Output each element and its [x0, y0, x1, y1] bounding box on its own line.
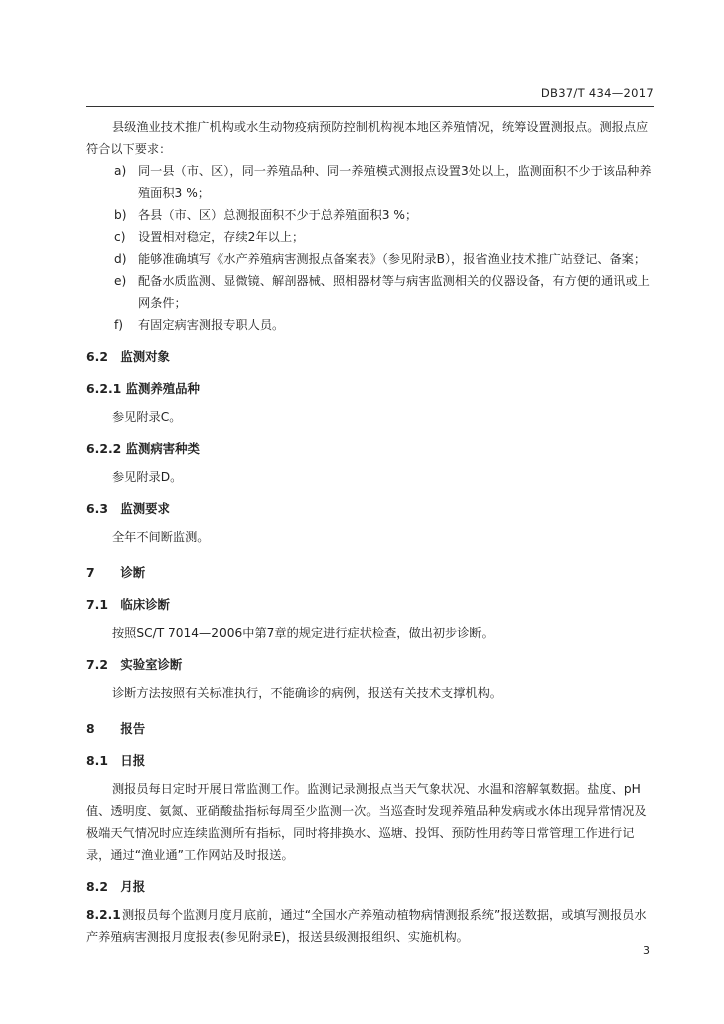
section-body: 测报员每日定时开展日常监测工作。监测记录测报点当天气象状况、水温和溶解氧数据。盐度、pH值、透明度、氨氮、亚硝酸盐指标每周至少监测一次。当巡查时发现养殖品种发病或水体出现异常情况及极端天气情况时应连续监测所有指标，同时将排换水、巡塘、投饵、预防性用药等日常管理工作进行记录，通过“渔业通”工作网站及时报送。	[86, 782, 647, 862]
section-body: 参见附录D。	[112, 470, 183, 484]
list-text: 有固定病害测报专职人员。	[138, 318, 285, 332]
clause-number: 8.2.1	[86, 908, 121, 922]
list-marker: b)	[114, 208, 127, 222]
requirements-list	[86, 160, 654, 336]
list-item	[86, 314, 654, 336]
section-heading: 7.2 实验室诊断	[86, 657, 183, 672]
clause-text: 测报员每个监测月度月底前，通过“全国水产养殖动植物病情测报系统”报送数据，或填写测报员水产养殖病害测报月度报表(参见附录E)，报送县级测报组织、实施机构。	[86, 908, 647, 944]
list-text: 同一县（市、区），同一养殖品种、同一养殖模式测报点设置3处以上，监测面积不少于该品种养殖面积3 %；	[138, 164, 652, 200]
section-body: 诊断方法按照有关标准执行，不能确诊的病例，报送有关技术支撑机构。	[112, 686, 502, 700]
page-number: 3	[643, 944, 650, 957]
chapter-heading: 8 报告	[86, 721, 146, 736]
intro-paragraph: 县级渔业技术推广机构或水生动物疫病预防控制机构视本地区养殖情况，统筹设置测报点。测报点应符合以下要求：	[86, 120, 649, 156]
section-body: 按照SC/T 7014—2006中第7章的规定进行症状检查，做出初步诊断。	[112, 626, 494, 640]
section-heading: 6.2.2 监测病害种类	[86, 441, 200, 456]
list-text: 能够准确填写《水产养殖病害测报点备案表》（参见附录B），报省渔业技术推广站登记、备案；	[138, 252, 647, 266]
section-heading: 6.2.1 监测养殖品种	[86, 381, 200, 396]
section-heading: 8.2 月报	[86, 879, 146, 894]
list-item	[86, 248, 654, 270]
list-marker: f)	[114, 318, 124, 332]
section-heading: 7.1 临床诊断	[86, 597, 170, 612]
list-item	[86, 204, 654, 226]
chapter-heading: 7 诊断	[86, 565, 146, 580]
section-heading: 6.2 监测对象	[86, 349, 170, 364]
list-marker: e)	[114, 274, 127, 288]
standard-number: DB37/T 434—2017	[540, 86, 654, 100]
list-marker: a)	[114, 164, 127, 178]
list-item	[86, 226, 654, 248]
list-item	[86, 270, 654, 314]
section-heading: 6.3 监测要求	[86, 501, 170, 516]
section-body	[86, 904, 654, 948]
list-item	[86, 160, 654, 204]
list-text: 各县（市、区）总测报面积不少于总养殖面积3 %；	[138, 208, 418, 222]
section-heading: 8.1 日报	[86, 753, 146, 768]
document-body	[86, 116, 654, 954]
section-body: 全年不间断监测。	[112, 530, 210, 544]
section-body: 参见附录C。	[112, 410, 182, 424]
list-text: 设置相对稳定，存续2年以上；	[138, 230, 305, 244]
header-rule	[86, 106, 654, 107]
list-marker: c)	[114, 230, 126, 244]
list-text: 配备水质监测、显微镜、解剖器械、照相器材等与病害监测相关的仪器设备，有方便的通讯或上网条件；	[138, 274, 650, 310]
list-marker: d)	[114, 252, 127, 266]
